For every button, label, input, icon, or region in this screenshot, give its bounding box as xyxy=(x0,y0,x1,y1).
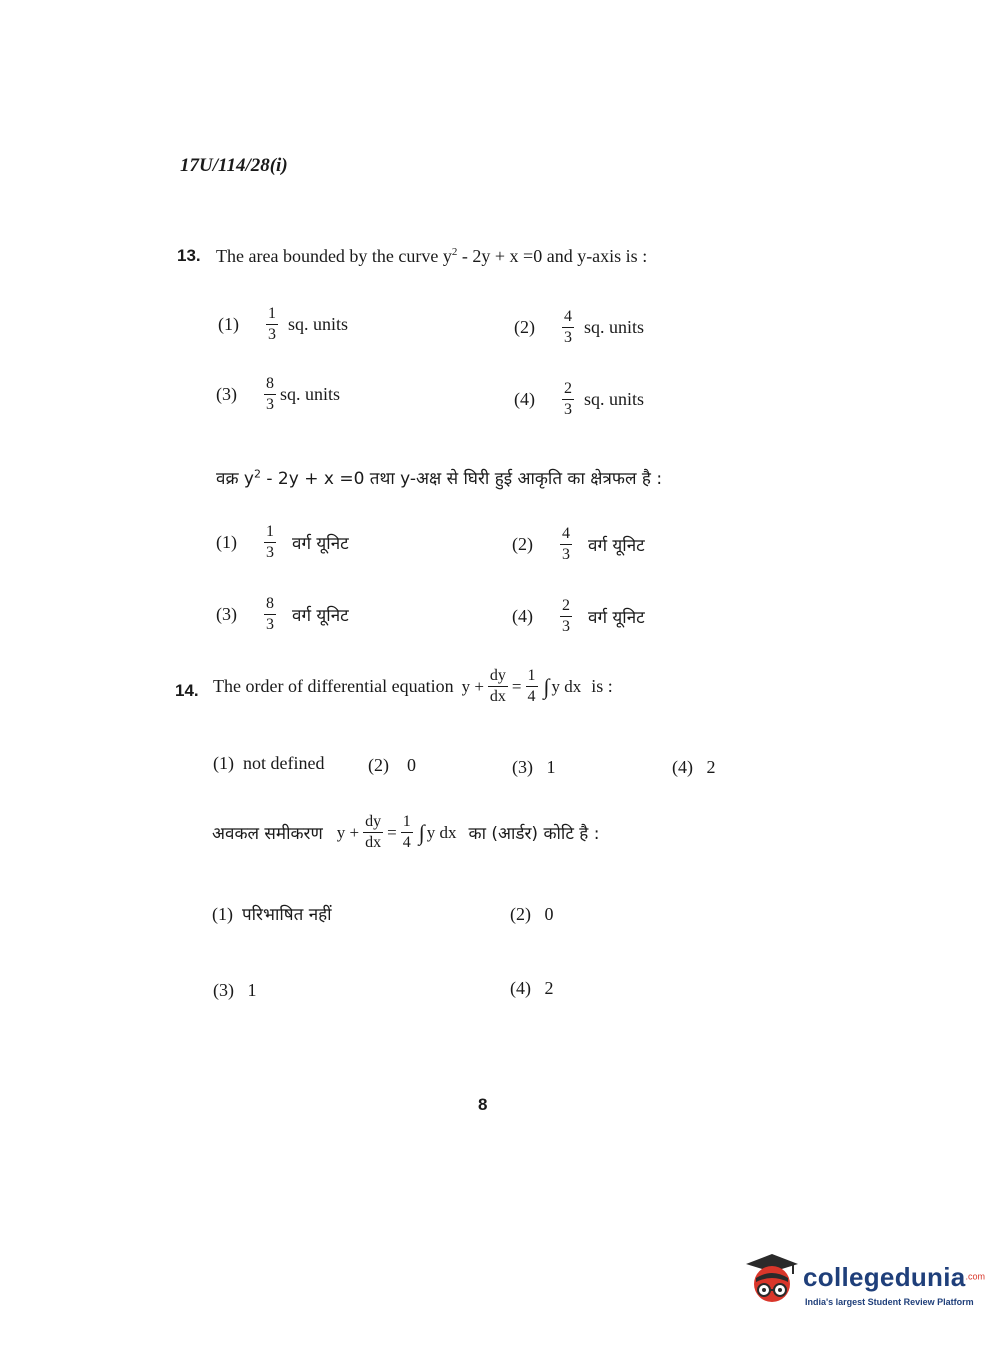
question-14-hindi-text-post: का (आर्डर) कोटि है : xyxy=(468,824,600,844)
option-unit: sq. units xyxy=(584,389,645,409)
question-13-text-post: - 2y + x =0 and y-axis is : xyxy=(457,246,648,266)
q14-en-option-2: (2) 0 xyxy=(368,755,416,775)
option-number: (2) xyxy=(514,317,535,337)
q14-hi-option-2: (2) 0 xyxy=(510,904,554,924)
fraction: $\frac{4}{3}$ xyxy=(562,525,570,563)
question-14-text xyxy=(213,668,613,705)
fraction: $\frac{1}{3}$ xyxy=(268,305,276,343)
question-13-exponent: 2 xyxy=(451,246,458,258)
equation: y + $\frac{dy}{dx}$ = $\frac{1}{4}$ ∫ y dx xyxy=(461,667,582,705)
q13-hi-option-4 xyxy=(512,598,645,635)
fraction: $\frac{2}{3}$ xyxy=(562,597,570,635)
integral-sign: ∫ xyxy=(543,673,550,699)
q14-hi-option-4: (4) 2 xyxy=(510,978,554,998)
option-unit: sq. units xyxy=(584,317,645,337)
fraction-one-quarter: $\frac{1}{4}$ xyxy=(527,667,536,705)
option-number: (3) xyxy=(216,604,237,624)
integral-sign: ∫ xyxy=(418,819,425,845)
brand-tagline: India's largest Student Review Platform xyxy=(805,1297,974,1307)
question-13-text xyxy=(216,246,647,267)
page-number: 8 xyxy=(478,1095,488,1114)
question-13-hindi-text-post: - 2y + x =0 तथा y-अक्ष से घिरी हुई आकृति का क्षेत्रफल है : xyxy=(260,469,663,489)
option-unit: sq. units xyxy=(288,314,349,334)
fraction: $\frac{4}{3}$ xyxy=(564,308,572,346)
q13-en-option-3 xyxy=(216,376,340,413)
question-13-hindi-text xyxy=(216,466,662,489)
q14-hi-option-1: (1) परिभाषित नहीं xyxy=(212,904,332,925)
q13-en-option-2 xyxy=(514,309,644,346)
option-number: (3) xyxy=(216,384,237,404)
q13-en-option-4 xyxy=(514,381,644,418)
option-unit: वर्ग यूनिट xyxy=(588,536,645,556)
q14-en-option-1: (1) not defined xyxy=(213,753,325,773)
option-unit: वर्ग यूनिट xyxy=(292,606,349,626)
option-number: (4) xyxy=(512,606,533,626)
q14-en-option-4: (4) 2 xyxy=(672,757,716,777)
option-unit: वर्ग यूनिट xyxy=(292,534,349,554)
equation-hindi: y + $\frac{dy}{dx}$ = $\frac{1}{4}$ ∫ y dx xyxy=(336,813,457,851)
question-14-number: 14. xyxy=(175,681,199,700)
q14-en-option-3: (3) 1 xyxy=(512,757,556,777)
question-14-text-post: is : xyxy=(591,676,613,696)
question-13-number: 13. xyxy=(177,246,201,265)
fraction: $\frac{8}{3}$ xyxy=(266,595,274,633)
q13-en-option-1 xyxy=(218,306,348,343)
fraction-dy-dx: $\frac{dy}{dx}$ xyxy=(489,667,506,705)
fraction: $\frac{8}{3}$ xyxy=(266,375,274,413)
q13-hi-option-2 xyxy=(512,526,645,563)
question-13-hindi-text-pre: वक्र y xyxy=(216,469,254,489)
fraction: $\frac{2}{3}$ xyxy=(564,380,572,418)
fraction-dy-dx: $\frac{dy}{dx}$ xyxy=(365,813,382,851)
q13-hi-option-3 xyxy=(216,596,349,633)
q13-hi-option-1 xyxy=(216,524,349,561)
q14-hi-option-3: (3) 1 xyxy=(213,980,257,1000)
question-13-text-pre: The area bounded by the curve y xyxy=(216,246,452,266)
question-14-hindi-text xyxy=(212,814,599,851)
option-number: (2) xyxy=(512,534,533,554)
option-unit: sq. units xyxy=(280,384,341,404)
question-13-hindi-exponent: 2 xyxy=(253,467,261,481)
question-14-text-pre: The order of differential equation xyxy=(213,676,454,696)
brand-dot-com: .com xyxy=(965,1271,986,1282)
paper-code: 17U/114/28(i) xyxy=(180,155,288,176)
question-14-hindi-text-pre: अवकल समीकरण xyxy=(212,824,323,844)
option-number: (4) xyxy=(514,389,535,409)
option-number: (1) xyxy=(218,314,239,334)
fraction: $\frac{1}{3}$ xyxy=(266,523,274,561)
brand-mascot-icon xyxy=(742,1250,802,1310)
option-unit: वर्ग यूनिट xyxy=(588,608,645,628)
brand-logo xyxy=(742,1250,802,1310)
option-number: (1) xyxy=(216,532,237,552)
brand-name: collegedunia$^{.com}$ xyxy=(803,1262,986,1292)
fraction-one-quarter: $\frac{1}{4}$ xyxy=(402,813,411,851)
